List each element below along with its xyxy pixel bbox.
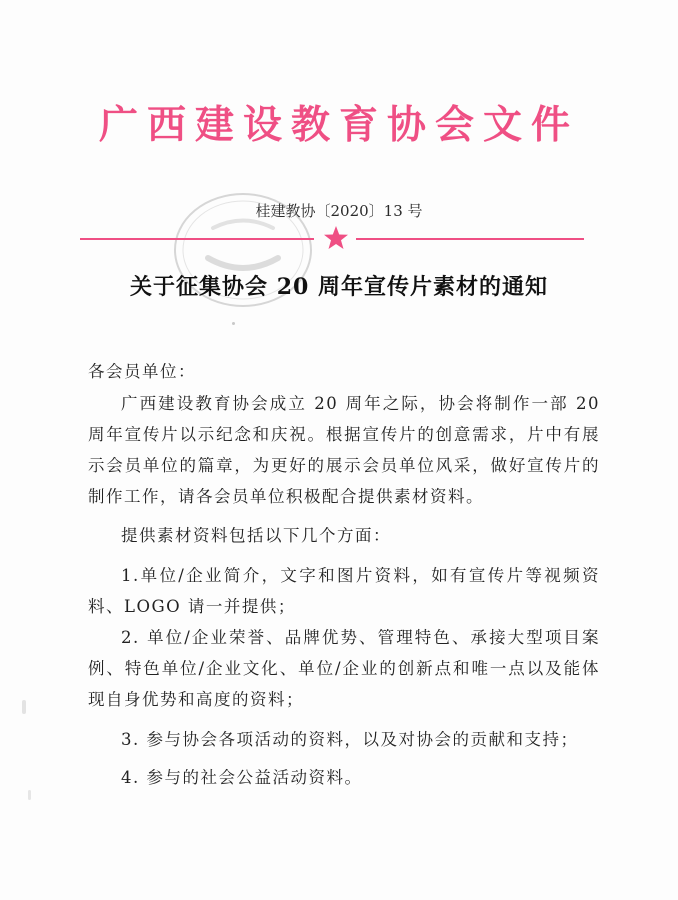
separator-line-left xyxy=(80,238,314,240)
scan-speck xyxy=(22,700,26,714)
paragraph-item-3: 3. 参与协会各项活动的资料，以及对协会的贡献和支持； xyxy=(121,730,579,749)
scan-speck xyxy=(28,790,31,800)
paragraph-item-4: 4. 参与的社会公益活动资料。 xyxy=(121,768,363,787)
paragraph-item-1: 1.单位/企业简介，文字和图片资料，如有宣传片等视频资料、LOGO 请一并提供； xyxy=(88,566,600,616)
document-header-title: 广西建设教育协会文件 xyxy=(98,102,579,148)
scan-speck xyxy=(232,322,235,325)
paragraph-item-2: 2. 单位/企业荣誉、品牌优势、管理特色、承接大型项目案例、特色单位/企业文化、单位/企业的创新点和唯一点以及能体现自身优势和高度的资料； xyxy=(88,628,600,709)
star-icon xyxy=(323,225,349,251)
notice-title: 关于征集协会 20 周年宣传片素材的通知 xyxy=(130,274,548,300)
separator-line-right xyxy=(356,238,584,240)
document-number: 桂建教协〔2020〕13 号 xyxy=(255,202,423,220)
paragraph-intro: 广西建设教育协会成立 20 周年之际，协会将制作一部 20 周年宣传片以示纪念和庆祝。根据宣传片的创意需求，片中有展示会员单位的篇章，为更好的展示会员单位风采，做好宣传片的制作工作，请各会员单位积极配合提供素材资料。 xyxy=(88,394,600,506)
salutation: 各会员单位： xyxy=(88,362,196,381)
paragraph-materials-heading: 提供素材资料包括以下几个方面： xyxy=(121,526,391,545)
